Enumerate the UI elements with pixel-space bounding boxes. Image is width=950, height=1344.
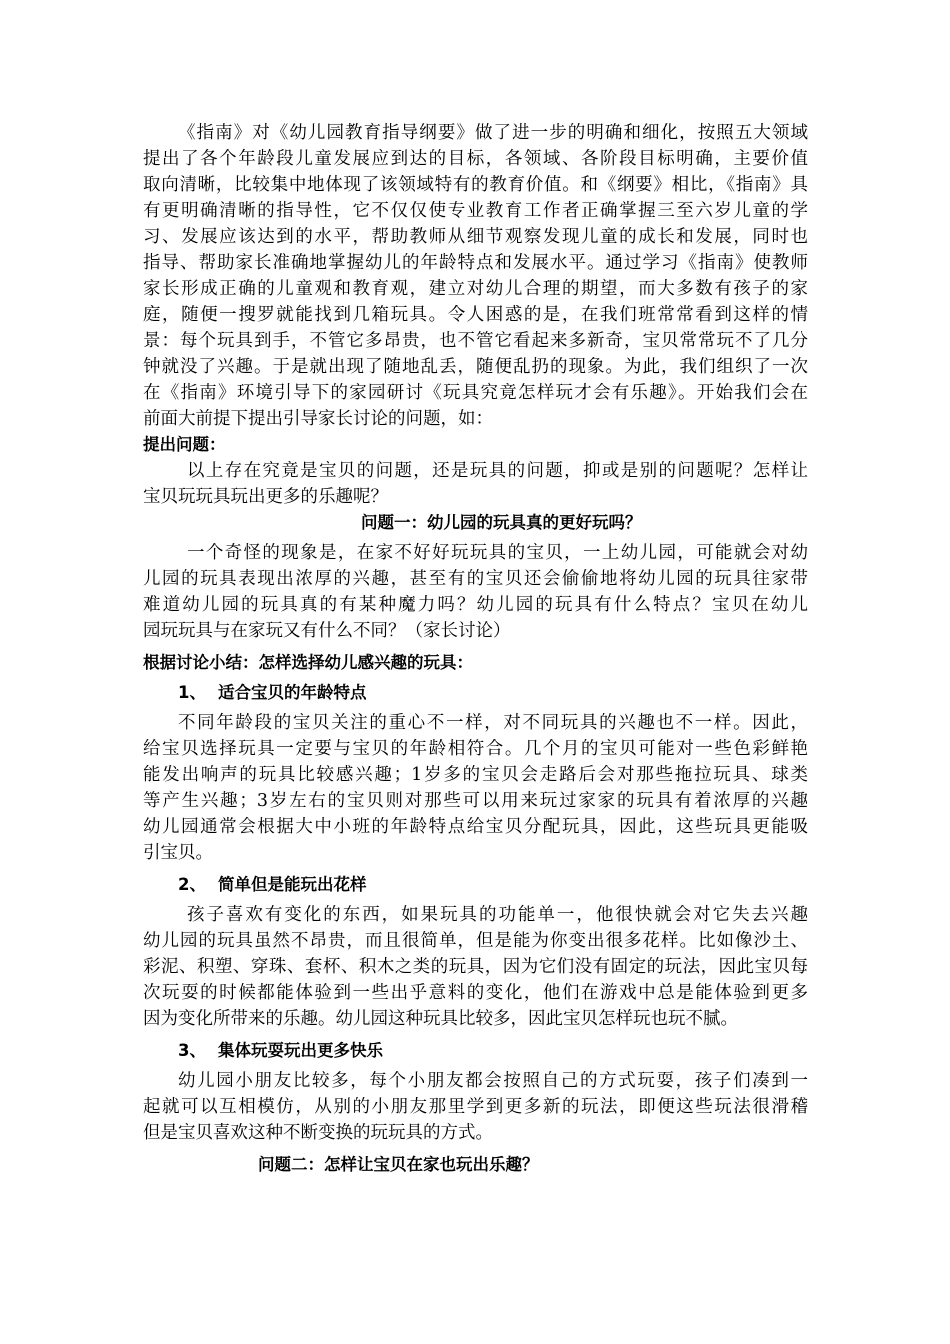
raise-question-section [143, 432, 808, 510]
text-line: 园玩玩具与在家玩又有什么不同？（家长讨论） [143, 621, 511, 641]
question1-heading: 问题一：幼儿园的玩具真的更好玩吗？ [361, 513, 642, 532]
summary-section [143, 650, 808, 676]
text-line: 有更明确清晰的指导性，它不仅仅使专业教育工作者正确掌握三至六岁儿童的学 [143, 201, 808, 221]
point-paragraph [143, 710, 808, 866]
question1-paragraph [143, 540, 808, 644]
text-line: 起就可以互相模仿，从别的小朋友那里学到更多新的玩法，即便这些玩法很滑稽 [143, 1097, 808, 1117]
point-3 [143, 1038, 808, 1146]
question2-heading: 问题二：怎样让宝贝在家也玩出乐趣？ [258, 1155, 539, 1174]
text-line: 以上存在究竟是宝贝的问题，还是玩具的问题，抑或是别的问题呢？怎样让 [187, 461, 808, 481]
text-line: 庭，随便一搜罗就能找到几箱玩具。令人困惑的是，在我们班常常看到这样的情 [143, 305, 808, 325]
text-line: 取向清晰，比较集中地体现了该领域特有的教育价值。和《纲要》相比，《指南》具 [143, 175, 808, 195]
point-2 [143, 872, 808, 1032]
text-line: 幼儿园小朋友比较多，每个小朋友都会按照自己的方式玩耍，孩子们凑到一 [178, 1071, 808, 1091]
text-line: 幼儿园通常会根据大中小班的年龄特点给宝贝分配玩具，因此，这些玩具更能吸 [143, 817, 808, 837]
text-line: 前面大前提下提出引导家长讨论的问题，如： [143, 409, 493, 429]
text-line: 等产生兴趣；3岁左右的宝贝则对那些可以用来玩过家家的玩具有着浓厚的兴趣 [143, 791, 808, 811]
point-paragraph [143, 1068, 808, 1146]
point-1 [143, 680, 808, 866]
text-line: 给宝贝选择玩具一定要与宝贝的年龄相符合。几个月的宝贝可能对一些色彩鲜艳 [143, 739, 808, 759]
point-title: 集体玩耍玩出更多快乐 [218, 1041, 383, 1060]
point-number: 3、 [178, 1041, 206, 1060]
point-title: 适合宝贝的年龄特点 [218, 683, 367, 702]
text-line: 能发出响声的玩具比较感兴趣；1岁多的宝贝会走路后会对那些拖拉玩具、球类 [143, 765, 808, 785]
point-title: 简单但是能玩出花样 [218, 875, 367, 894]
text-line: 景：每个玩具到手，不管它多昂贵，也不管它看起来多新奇，宝贝常常玩不了几分 [143, 331, 808, 351]
text-line: 提出了各个年龄段儿童发展应到达的目标，各领域、各阶段目标明确，主要价值 [143, 149, 808, 169]
text-line: 习、发展应该达到的水平，帮助教师从细节观察发现儿童的成长和发展，同时也 [143, 227, 808, 247]
intro-paragraph [143, 120, 808, 432]
text-line: 在《指南》环境引导下的家园研讨《玩具究竟怎样玩才会有乐趣》。开始我们会在 [143, 383, 808, 403]
text-line: 孩子喜欢有变化的东西，如果玩具的功能单一，他很快就会对它失去兴趣 [187, 905, 808, 925]
point-heading [143, 1038, 808, 1064]
text-line: 引宝贝。 [143, 843, 213, 863]
text-line: 《指南》对《幼儿园教育指导纲要》做了进一步的明确和细化，按照五大领域 [178, 123, 808, 143]
text-line: 但是宝贝喜欢这种不断变换的玩玩具的方式。 [143, 1123, 493, 1143]
point-heading [143, 680, 808, 706]
text-line: 次玩耍的时候都能体验到一些出乎意料的变化，他们在游戏中总是能体验到更多 [143, 983, 808, 1003]
text-line: 儿园的玩具表现出浓厚的兴趣，甚至有的宝贝还会偷偷地将幼儿园的玩具往家带 [143, 569, 808, 589]
document-page [143, 120, 808, 1178]
text-line: 难道幼儿园的玩具真的有某种魔力吗？幼儿园的玩具有什么特点？宝贝在幼儿 [143, 595, 808, 615]
question2-section [143, 1152, 808, 1178]
text-line: 指导、帮助家长准确地掌握幼儿的年龄特点和发展水平。通过学习《指南》使教师 [143, 253, 808, 273]
text-line: 家长形成正确的儿童观和教育观，建立对幼儿合理的期望，而大多数有孩子的家 [143, 279, 808, 299]
text-line: 钟就没了兴趣。于是就出现了随地乱丢，随便乱扔的现象。为此，我们组织了一次 [143, 357, 808, 377]
text-line: 一个奇怪的现象是，在家不好好玩玩具的宝贝，一上幼儿园，可能就会对幼 [187, 543, 808, 563]
point-number: 2、 [178, 875, 206, 894]
text-line: 宝贝玩玩具玩出更多的乐趣呢？ [143, 487, 388, 507]
summary-heading: 根据讨论小结：怎样选择幼儿感兴趣的玩具： [143, 653, 473, 672]
question1-section [143, 510, 808, 644]
point-heading [143, 872, 808, 898]
text-line: 彩泥、积塑、穿珠、套杯、积木之类的玩具，因为它们没有固定的玩法，因此宝贝每 [143, 957, 808, 977]
point-paragraph [143, 902, 808, 1032]
text-line: 幼儿园的玩具虽然不昂贵，而且很简单，但是能为你变出很多花样。比如像沙土、 [143, 931, 808, 951]
raise-question-heading: 提出问题： [143, 435, 226, 454]
text-line: 不同年龄段的宝贝关注的重心不一样，对不同玩具的兴趣也不一样。因此， [178, 713, 808, 733]
point-number: 1、 [178, 683, 206, 702]
text-line: 因为变化所带来的乐趣。幼儿园这种玩具比较多，因此宝贝怎样玩也玩不腻。 [143, 1009, 738, 1029]
